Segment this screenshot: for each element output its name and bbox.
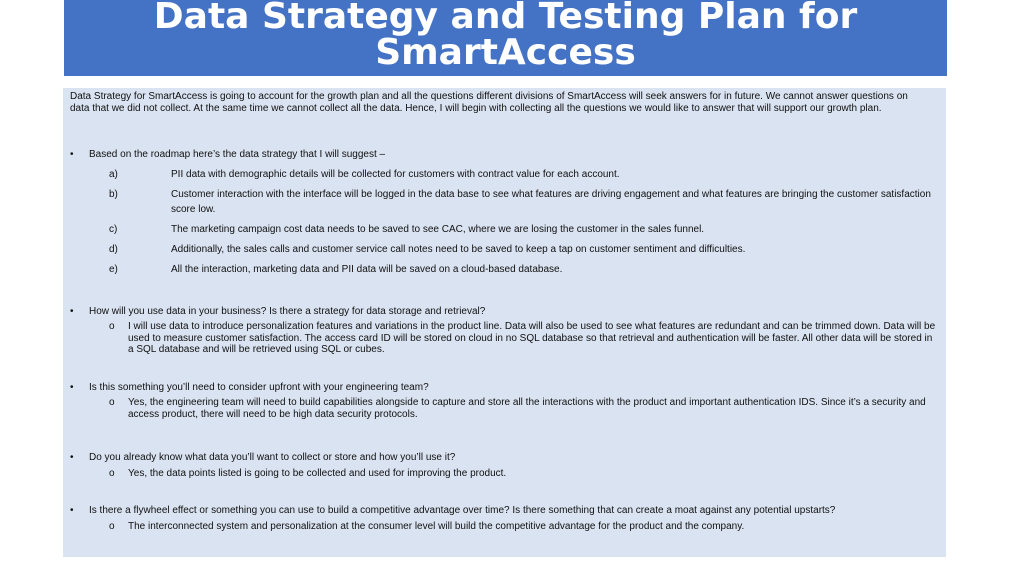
sub-bullet: o [109, 321, 115, 332]
item-text: All the interaction, marketing data and PII data will be saved on a cloud-based database. [171, 263, 563, 275]
intro-paragraph: Data Strategy for SmartAccess is going to account for the growth plan and all the questions different divisions of SmartAccess will seek answers for in future. We cannot answer questions on data that we did not collect. At the same time we cannot collect all the data. Hence, I will begin with collecting all the questions we would like to answer that will support our growth plan. [70, 91, 908, 114]
bullet-dot: • [70, 381, 74, 393]
item-text: Additionally, the sales calls and customer service call notes need to be saved to keep a tap on customer sentiment and difficulties. [171, 243, 746, 255]
item-letter: d) [109, 243, 118, 255]
roadmap-item [70, 242, 938, 257]
item-letter: b) [109, 188, 118, 200]
title-band [64, 0, 947, 76]
item-text: The marketing campaign cost data needs to be saved to see CAC, where we are losing the customer in the sales funnel. [171, 223, 705, 235]
sub-bullet: o [109, 397, 115, 408]
question-bullet [70, 505, 938, 517]
item-text: PII data with demographic details will be collected for customers with contract value for each account. [171, 168, 620, 180]
answer-text: I will use data to introduce personalization features and variations in the product line. Data will also be used to see what features are redundant and can be trimmed down. Data will be used to measure customer satisfaction. The access card ID will be stored on cloud in no SQL database so that retrieval and authentication will be faster. All other data will be stored in a SQL database and will be retrieved using SQL or cubes. [128, 321, 936, 355]
question-bullet [70, 382, 938, 394]
item-letter: e) [109, 263, 118, 275]
question-text: Is there a flywheel effect or something you can use to build a competitive advantage over time? Is there something that can create a moat against any potential upstarts? [89, 505, 836, 516]
roadmap-item [70, 222, 938, 237]
roadmap-item [70, 167, 938, 182]
roadmap-lead: Based on the roadmap here’s the data strategy that I will suggest – [89, 149, 386, 160]
question-bullet [70, 452, 938, 464]
question-text: Is this something you’ll need to consider upfront with your engineering team? [89, 381, 429, 393]
sub-bullet: o [109, 520, 115, 532]
roadmap-bullet [70, 149, 938, 161]
bullet-dot: • [70, 149, 74, 160]
roadmap-item [70, 262, 938, 277]
item-text: Customer interaction with the interface will be logged in the data base to see what features are driving engagement and what features are bringing the customer satisfaction score low. [171, 188, 931, 215]
bullet-dot: • [70, 505, 74, 516]
slide-title: Data Strategy and Testing Plan for SmartAccess [153, 0, 858, 73]
item-letter: c) [109, 223, 118, 235]
item-letter: a) [109, 168, 118, 180]
answer-text: Yes, the data points listed is going to be collected and used for improving the product. [128, 467, 507, 479]
question-bullet [70, 306, 938, 318]
answer-item [70, 321, 938, 356]
question-text: How will you use data in your business? Is there a strategy for data storage and retrieval? [89, 305, 486, 317]
answer-item [70, 468, 938, 480]
answer-item [70, 397, 938, 420]
question-text: Do you already know what data you’ll want to collect or store and how you’ll use it? [89, 452, 456, 463]
bullet-dot: • [70, 305, 74, 317]
roadmap-item [70, 187, 938, 217]
content-box [63, 88, 946, 557]
answer-item [70, 521, 938, 533]
bullet-dot: • [70, 452, 74, 463]
answer-text: Yes, the engineering team will need to build capabilities alongside to capture and store all the interactions with the product and important authentication IDS. Since it’s a security and access product, there will need to be high data security protocols. [128, 397, 926, 420]
answer-text: The interconnected system and personalization at the consumer level will build the competitive advantage for the product and the company. [128, 520, 745, 532]
sub-bullet: o [109, 467, 115, 479]
